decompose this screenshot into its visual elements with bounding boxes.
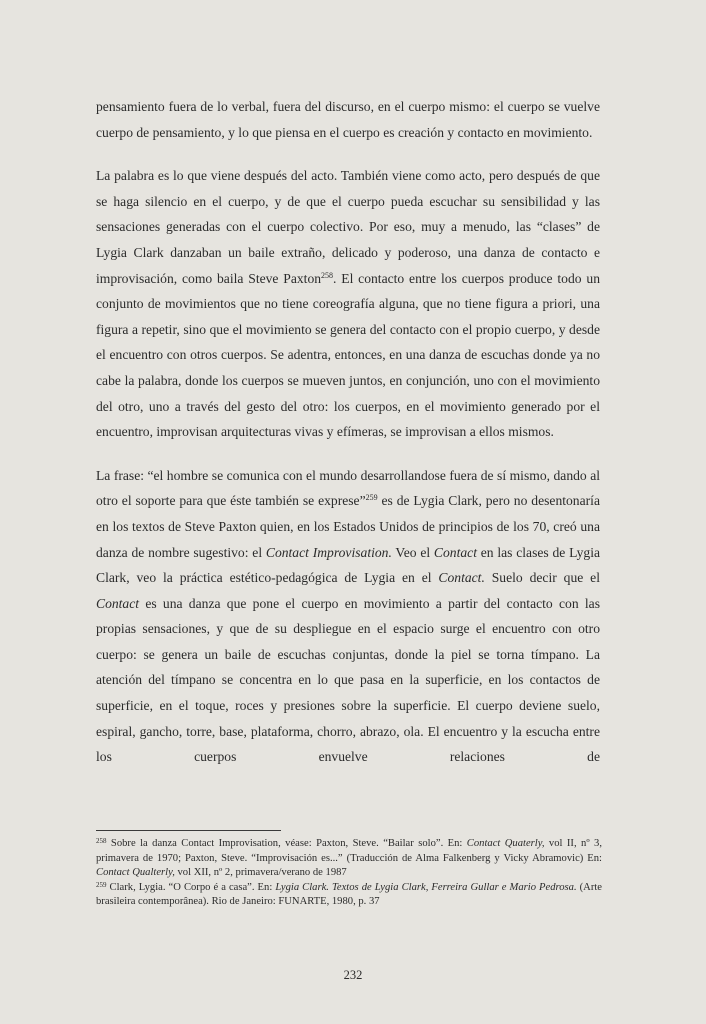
- italic-contact-2: Contact.: [438, 570, 485, 586]
- italic-contact-improvisation: Contact Improvisation.: [265, 544, 392, 560]
- footnote-258: [96, 837, 602, 881]
- body-text: [96, 94, 600, 788]
- paragraph-2-text-b: . El contacto entre los cuerpos produce todo un conjunto de movimientos que no tiene coreografía alguna, que no tiene figura a priori, una figura a repetir, sino que el movimiento se genera del contacto con el propio cuerpo, y desde el encuentro con otros cuerpos. Se adentra, entonces, en una danza de escuchas donde ya no cabe la palabra, donde los cuerpos se mueven juntos, en conjunción, uno con el movimiento del otro, uno a través del gesto del otro: los cuerpos, en el movimiento generado por el encuentro, improvisan arquitecturas vivas y efímeras, se improvisan a ellos mismos.: [96, 270, 600, 440]
- footnote-number-259: 259: [96, 880, 107, 889]
- footnote-259-italic-1: Lygia Clark. Textos de Lygia Clark, Ferreira Gullar e Mario Pedrosa.: [275, 881, 577, 893]
- footnote-ref-258: 258: [321, 270, 334, 280]
- paragraph-3-text-d: en las clases de Lygia Clark, veo la práctica estético-pedagógica de Lygia en el: [96, 544, 601, 586]
- italic-contact-1: Contact: [433, 544, 477, 560]
- paragraph-3-text-b: es de Lygia Clark, pero no desentonaría en los textos de Steve Paxton quien, en los Estados Unidos de principios de los 70, creó una danza de nombre sugestivo: el: [96, 493, 600, 560]
- footnote-258-text-b: vol II, nº 3, primavera de 1970; Paxton, Steve. “Improvisación es...” (Traducción de Alma Falkenberg y Vicky Abramovic) En:: [96, 838, 602, 864]
- paragraph-3: [96, 463, 600, 770]
- paragraph-3-text-e: Suelo decir que el: [484, 570, 600, 586]
- footnote-258-text-c: vol XII, nº 2, primavera/verano de 1987: [174, 867, 347, 879]
- footnote-number-258: 258: [96, 837, 107, 845]
- footnotes: [96, 837, 602, 910]
- page-number: 232: [343, 968, 363, 982]
- paragraph-3-text-f: es una danza que pone el cuerpo en movimiento a partir del contacto con las propias sensaciones, y que de su despliegue en el espacio surge el encuentro con otro cuerpo: se genera un baile de escuchas conjuntas, donde la piel se torna tímpano. La atención del tímpano se concentra en lo que pasa en la superficie, en los contactos de superficie, en el toque, roces y presiones sobre la superficie. El cuerpo deviene suelo, espiral, gancho, torre, base, plataforma, chorro, abrazo, ola. El encuentro y la escucha entre los cuerpos envuelve relaciones de: [96, 595, 600, 765]
- footnote-259-text-b: (Arte brasileira contemporânea). Rio de Janeiro: FUNARTE, 1980, p. 37: [96, 881, 603, 908]
- paragraph-1: pensamiento fuera de lo verbal, fuera del discurso, en el cuerpo mismo: el cuerpo se vuelve cuerpo de pensamiento, y lo que piensa en el cuerpo es creación y contacto en movimiento.: [96, 99, 600, 140]
- footnote-divider: [96, 830, 281, 831]
- footnote-258-italic-2: Contact Qualterly,: [96, 867, 175, 879]
- footnote-259: [96, 881, 602, 910]
- paragraph-3-text-a: La frase: “el hombre se comunica con el mundo desarrollandose fuera de sí mismo, dando al otro el soporte para que éste también se exprese”: [96, 467, 600, 509]
- footnote-258-text-a: Sobre la danza Contact Improvisation, véase: Paxton, Steve. “Bailar solo”. En:: [106, 838, 467, 849]
- footnote-ref-259: 259: [365, 493, 378, 503]
- paragraph-2: [96, 163, 600, 445]
- footnote-258-italic-1: Contact Quaterly,: [466, 838, 545, 849]
- paragraph-2-text-a: La palabra es lo que viene después del acto. También viene como acto, pero después de que se haga silencio en el cuerpo, y de que el cuerpo pueda escuchar su sensibilidad y las sensaciones generadas con el cuerpo colectivo. Por eso, muy a menudo, las “clases” de Lygia Clark danzaban un baile extraño, delicado y poderoso, una danza de contacto e improvisación, como baila Steve Paxton: [96, 168, 600, 286]
- paragraph-3-text-c: Veo el: [391, 544, 434, 560]
- footnote-259-text-a: Clark, Lygia. “O Corpo é a casa”. En:: [106, 881, 276, 893]
- italic-contact-3: Contact: [96, 595, 140, 611]
